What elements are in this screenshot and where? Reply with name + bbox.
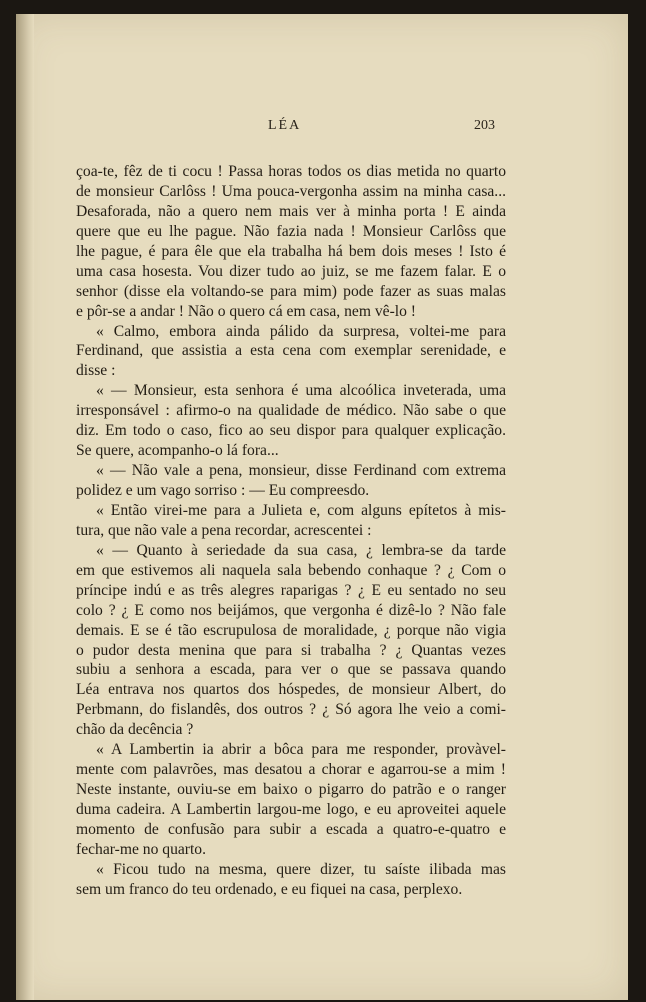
paragraph: [76, 501, 506, 541]
text-line: em que estivemos ali naquela sala bebendo conhaque ? ¿ Com o: [76, 561, 506, 579]
text-line: duma cadeira. A Lambertin largou-me logo, e eu aproveitei aquele: [76, 801, 506, 818]
text-line: fechar-me no quarto.: [76, 840, 207, 858]
text-line: lhe pague, é para êle que ela trabalha há bem dois meses ! Isto é: [76, 242, 506, 260]
text-line: subiu a senhora a escada, para ver o que se passava quando: [76, 661, 506, 679]
text-line: tura, que não vale a pena recordar, acrescentei :: [76, 521, 372, 539]
text-line: « Ficou tudo na mesma, quere dizer, tu saíste ilibada mas: [96, 860, 506, 878]
text-line: príncipe indú e as três alegres raparigas ? ¿ E eu sentado no seu: [76, 581, 506, 599]
text-line: Ferdinand, que assistia a esta cena com exemplar serenidade, e: [76, 342, 506, 360]
text-line: çoa-te, fêz de ti cocu ! Passa horas todos os dias metida no quarto: [76, 163, 506, 180]
body-text: [76, 162, 506, 900]
text-line: « — Não vale a pena, monsieur, disse Ferdinand com extrema: [96, 462, 506, 480]
text-line: « — Quanto à seriedade da sua casa, ¿ lembra-se da tarde: [96, 541, 506, 559]
text-line: o pudor desta menina que para si trabalha ? ¿ Quantas vezes: [76, 641, 506, 659]
text-line: diz. Em todo o caso, fico ao seu dispor para qualquer explicação.: [76, 422, 506, 440]
book-page: [16, 14, 628, 1000]
paragraph: [76, 162, 506, 322]
text-line: « — Monsieur, esta senhora é uma alcoólica inveterada, uma: [96, 382, 506, 400]
text-line: Neste instante, ouviu-se em baixo o pigarro do patrão e o ranger: [76, 781, 506, 799]
text-line: Se quere, acompanho-o lá fora...: [76, 442, 279, 460]
text-line: quere que eu lhe pague. Não fazia nada ! Monsieur Carlôss que: [76, 222, 506, 240]
text-line: colo ? ¿ E como nos beijámos, que vergonha é dizê-lo ? Não fale: [76, 601, 506, 619]
text-line: sem um franco do teu ordenado, e eu fiquei na casa, perplexo.: [76, 880, 463, 898]
paragraph: [76, 740, 506, 860]
page-number: 203: [474, 118, 495, 133]
paragraph: [76, 541, 506, 740]
text-line: irresponsável : afirmo-o na qualidade de médico. Não sabe o que: [76, 402, 506, 420]
text-line: polidez e um vago sorriso : — Eu compreesdo.: [76, 482, 370, 499]
text-line: senhor (disse ela voltando-se para mim) pode fazer as suas malas: [76, 282, 506, 300]
text-line: uma casa hosesta. Vou dizer tudo ao juiz, se me fazem falar. E o: [76, 262, 506, 280]
paragraph: [76, 381, 506, 461]
text-line: demais. E se é tão escrupulosa de moralidade, ¿ porque não vigia: [76, 621, 506, 639]
text-line: disse :: [76, 362, 116, 380]
paragraph: [76, 461, 506, 501]
text-line: e pôr-se a andar ! Não o quero cá em casa, nem vê-lo !: [76, 302, 416, 320]
page-header: [16, 118, 628, 138]
text-line: Perbmann, do fislandês, dos outros ? ¿ Só agora lhe veio a comi-: [76, 701, 506, 719]
text-line: mente com palavrões, mas desatou a chorar e agarrou-se a mim !: [76, 761, 506, 779]
paragraph: [76, 860, 506, 900]
text-line: « Então virei-me para a Julieta e, com alguns epítetos à mis-: [96, 501, 506, 519]
text-line: « Calmo, embora ainda pálido da surpresa, voltei-me para: [96, 322, 506, 340]
text-line: Léa entrava nos quartos dos hóspedes, de monsieur Albert, do: [76, 681, 506, 699]
page-gutter: [16, 14, 34, 1000]
running-title: LÉA: [268, 118, 302, 133]
text-line: momento de confusão para subir a escada a quatro-e-quatro e: [76, 820, 506, 838]
text-line: Desaforada, não a quero nem mais ver à minha porta ! E ainda: [76, 202, 506, 220]
text-line: chão da decência ?: [76, 721, 194, 739]
text-line: de monsieur Carlôss ! Uma pouca-vergonha assim na minha casa...: [76, 182, 506, 200]
text-line: « A Lambertin ia abrir a bôca para me responder, provàvel-: [96, 741, 506, 759]
paragraph: [76, 322, 506, 382]
